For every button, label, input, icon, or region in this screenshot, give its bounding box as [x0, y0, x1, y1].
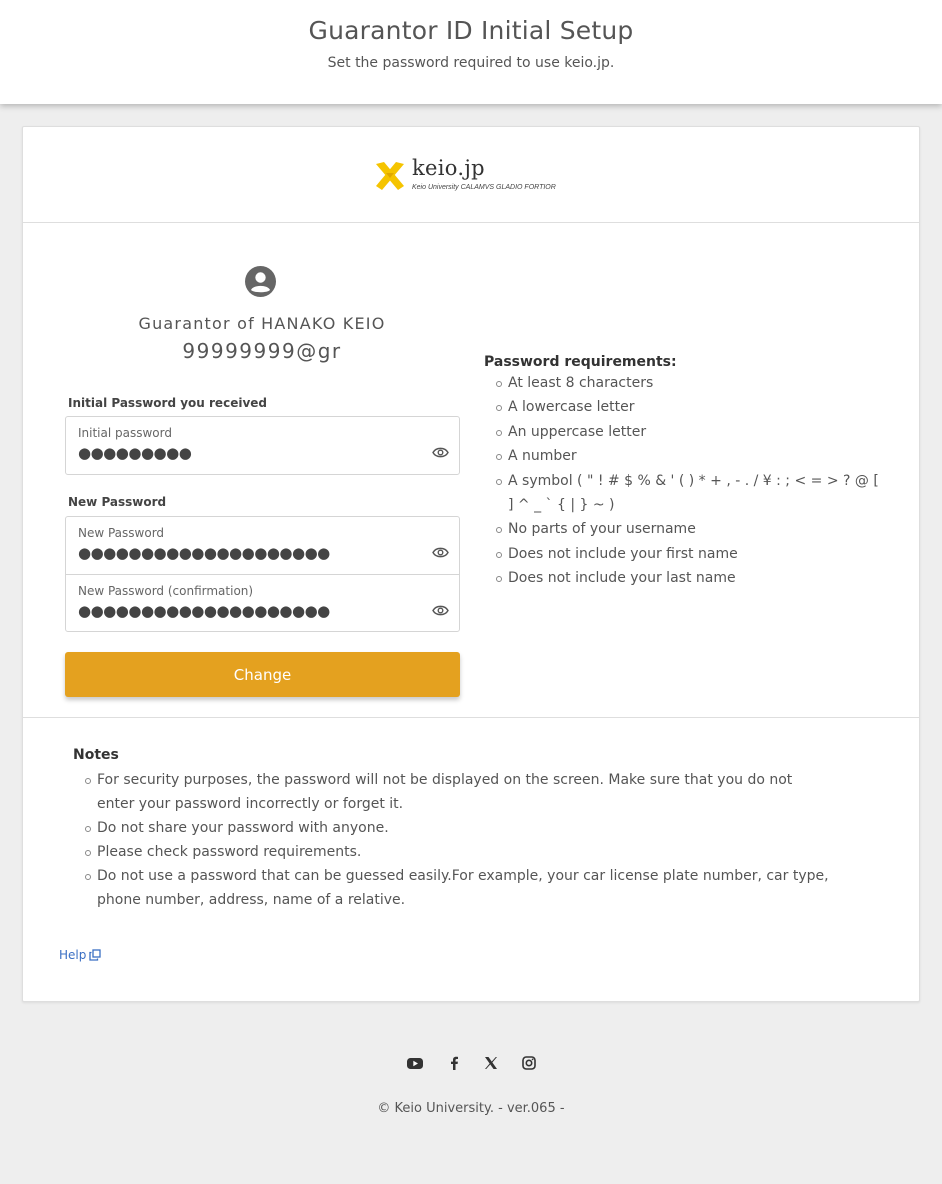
initial-password-box — [65, 416, 460, 475]
page-subtitle: Set the password required to use keio.jp. — [327, 55, 615, 71]
logo-row — [23, 127, 919, 223]
requirement-item: At least 8 characters — [484, 371, 884, 395]
instagram-icon[interactable] — [520, 1054, 538, 1072]
initial-password-input[interactable]: ●●●●●●●●● — [78, 444, 192, 462]
initial-password-group-label: Initial Password you received — [68, 396, 267, 410]
new-password-group-label: New Password — [68, 495, 167, 509]
requirement-item: A symbol ( " ! # $ % & ' ( ) * + , - . / ¥ : ; < = > ? @ [ ] ^ _ ` { | } ~ ) — [484, 469, 884, 518]
youtube-icon[interactable] — [406, 1054, 424, 1072]
setup-card — [22, 126, 920, 1002]
confirm-password-input[interactable]: ●●●●●●●●●●●●●●●●●●●● — [78, 602, 330, 620]
requirements-title: Password requirements: — [484, 354, 677, 370]
note-item: For security purposes, the password will not be displayed on the screen. Make sure that you do not enter your password incorrectly or forget it. — [73, 768, 833, 816]
password-requirements — [484, 354, 884, 591]
eye-icon[interactable] — [432, 446, 449, 459]
help-link[interactable] — [59, 948, 101, 962]
copyright: © Keio University. - ver.065 - — [377, 1101, 565, 1116]
page-header — [0, 0, 942, 104]
note-item: Do not share your password with anyone. — [73, 816, 833, 840]
requirement-item: An uppercase letter — [484, 420, 884, 444]
note-item: Do not use a password that can be guessed easily.For example, your car license plate number, car type, phone number, address, name of a relative. — [73, 864, 833, 912]
facebook-icon[interactable] — [445, 1054, 463, 1072]
new-password-input[interactable]: ●●●●●●●●●●●●●●●●●●●● — [78, 544, 330, 562]
new-password-label: New Password — [78, 526, 165, 540]
confirm-password-label: New Password (confirmation) — [78, 584, 254, 598]
requirement-item: Does not include your last name — [484, 566, 884, 590]
keio-logo — [373, 156, 573, 195]
new-password-box — [65, 516, 460, 632]
keio-pen-icon — [373, 159, 407, 193]
note-item: Please check password requirements. — [73, 840, 833, 864]
logo-tagline: Keio University CALAMVS GLADIO FORTIOR — [412, 184, 556, 191]
social-links — [0, 1054, 942, 1072]
confirm-password-field[interactable] — [66, 574, 459, 631]
change-button[interactable]: Change — [65, 652, 460, 697]
help-label: Help — [59, 948, 87, 962]
notes-title: Notes — [73, 747, 119, 763]
requirement-item: No parts of your username — [484, 517, 884, 541]
requirement-item: Does not include your first name — [484, 542, 884, 566]
initial-password-field[interactable] — [66, 417, 459, 474]
requirements-list — [484, 371, 884, 591]
requirement-item: A lowercase letter — [484, 395, 884, 419]
user-display-name: Guarantor of HANAKO KEIO — [138, 314, 386, 333]
open-in-new-icon — [89, 949, 101, 961]
account-circle-icon — [245, 266, 276, 297]
requirement-item: A number — [484, 444, 884, 468]
eye-icon[interactable] — [432, 546, 449, 559]
initial-password-label: Initial password — [78, 426, 172, 440]
new-password-field[interactable] — [66, 517, 459, 574]
notes-section — [23, 717, 919, 1003]
password-form-section — [23, 224, 919, 718]
logo-text: keio.jp — [412, 156, 485, 180]
notes-list — [73, 768, 833, 912]
x-icon[interactable] — [482, 1054, 500, 1072]
user-id: 99999999@gr — [182, 339, 342, 363]
page-title: Guarantor ID Initial Setup — [308, 16, 634, 45]
eye-icon[interactable] — [432, 604, 449, 617]
